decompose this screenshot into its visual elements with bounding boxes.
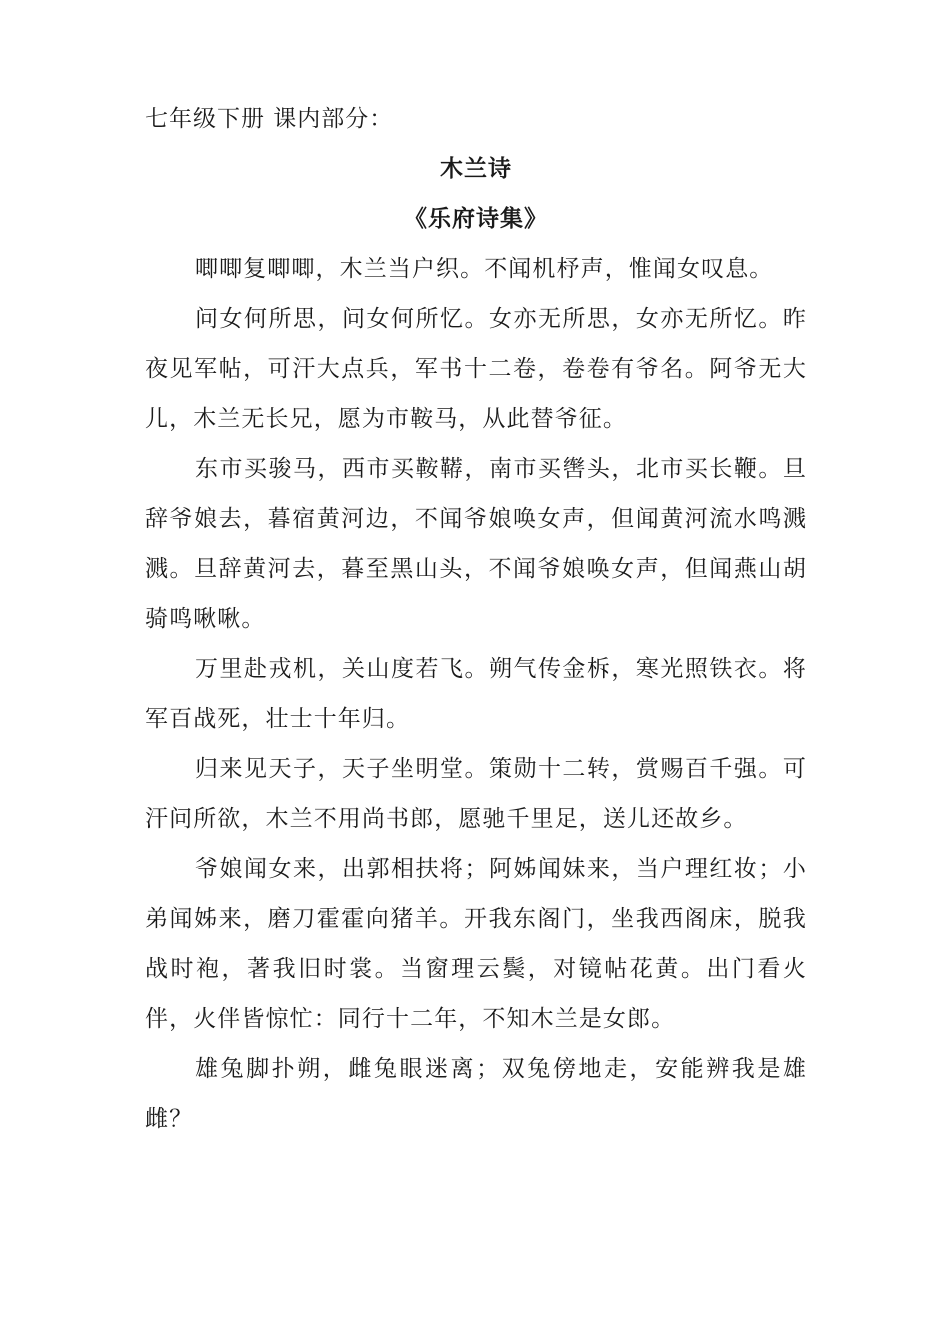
- poem-title: 木兰诗: [440, 156, 512, 182]
- poem-paragraph-1: 唧唧复唧唧，木兰当户织。不闻机杼声，惟闻女叹息。: [195, 256, 774, 282]
- poem-source: 《乐府诗集》: [404, 206, 548, 232]
- document-body: [145, 94, 807, 1144]
- section-header: 七年级下册 课内部分：: [145, 106, 394, 132]
- poem-paragraph-7: 雄兔脚扑朔，雌兔眼迷离；双兔傍地走，安能辨我是雄雌？: [145, 1056, 807, 1132]
- poem-paragraph-4: 万里赴戎机，关山度若飞。朔气传金柝，寒光照铁衣。将军百战死，壮士十年归。: [145, 656, 807, 732]
- poem-paragraph-3: 东市买骏马，西市买鞍鞯，南市买辔头，北市买长鞭。旦辞爷娘去，暮宿黄河边，不闻爷娘唤女声，但闻黄河流水鸣溅溅。旦辞黄河去，暮至黑山头，不闻爷娘唤女声，但闻燕山胡骑鸣啾啾。: [145, 456, 807, 632]
- poem-paragraph-6: 爷娘闻女来，出郭相扶将；阿姊闻妹来，当户理红妆；小弟闻姊来，磨刀霍霍向猪羊。开我东阁门，坐我西阁床，脱我战时袍，著我旧时裳。当窗理云鬓，对镜帖花黄。出门看火伴，火伴皆惊忙：同行十二年，不知木兰是女郎。: [145, 856, 807, 1032]
- poem-paragraph-2: 问女何所思，问女何所忆。女亦无所思，女亦无所忆。昨夜见军帖，可汗大点兵，军书十二卷，卷卷有爷名。阿爷无大儿，木兰无长兄，愿为市鞍马，从此替爷征。: [145, 306, 807, 432]
- poem-paragraph-5: 归来见天子，天子坐明堂。策勋十二转，赏赐百千强。可汗问所欲，木兰不用尚书郎，愿驰千里足，送儿还故乡。: [145, 756, 807, 832]
